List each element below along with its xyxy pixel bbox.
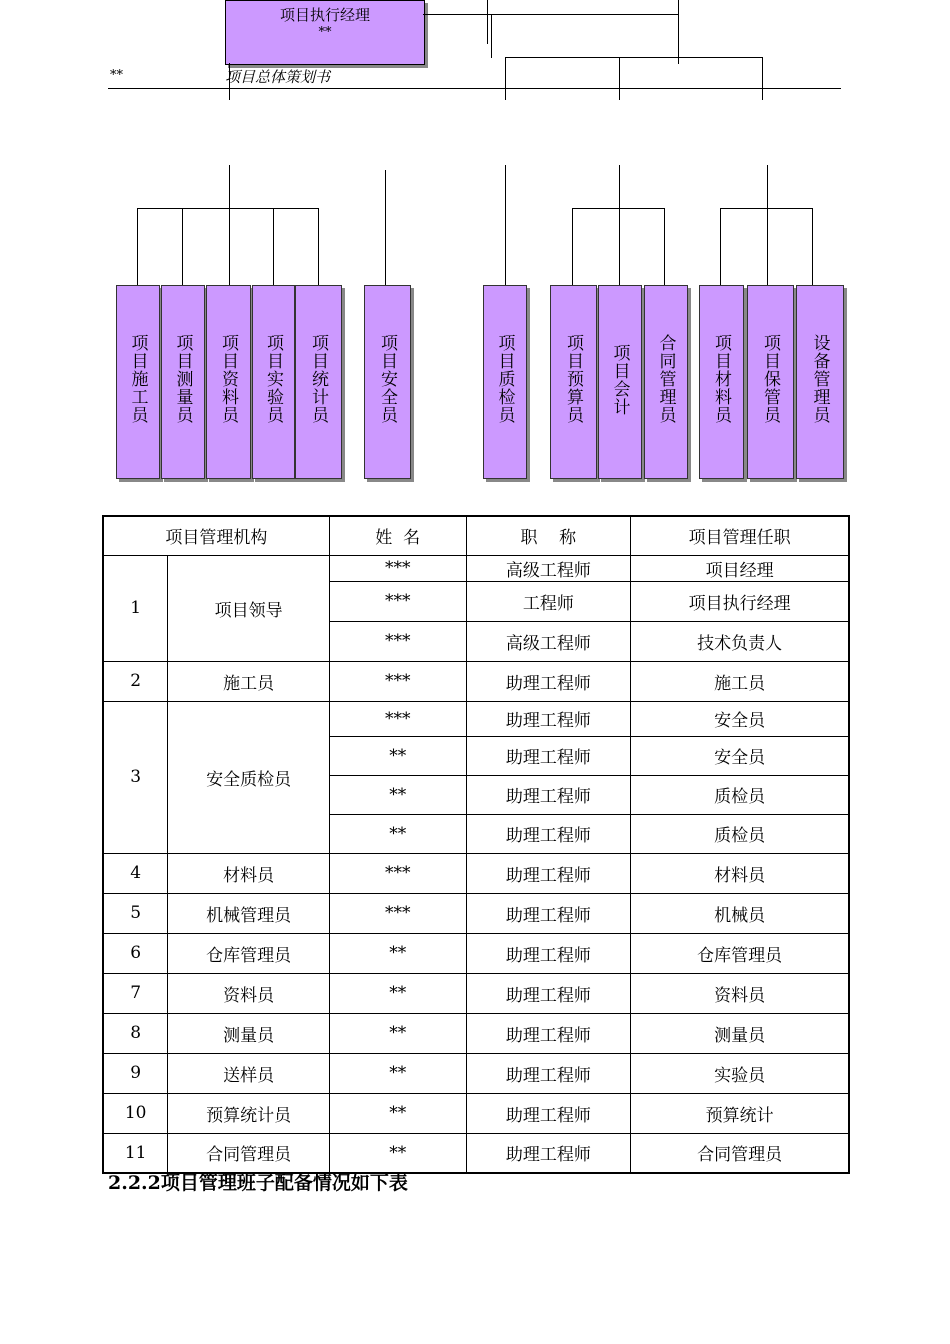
row-number: 10 bbox=[103, 1093, 168, 1133]
connector bbox=[229, 208, 230, 285]
staff-name: ** bbox=[329, 1013, 466, 1053]
org-box-label: 项目质检员 bbox=[494, 334, 515, 424]
professional-title: 工程师 bbox=[466, 581, 631, 621]
row-number: 2 bbox=[103, 661, 168, 701]
staff-name: ** bbox=[329, 933, 466, 973]
professional-title: 助理工程师 bbox=[466, 1013, 631, 1053]
header-left-text: ** bbox=[110, 68, 123, 83]
table-row bbox=[103, 893, 849, 933]
org-box-budget bbox=[550, 285, 597, 479]
table-row bbox=[103, 555, 849, 581]
project-role: 材料员 bbox=[631, 853, 849, 893]
header-doc-title: 项目总体策划书 bbox=[225, 68, 331, 86]
org-box-label: 合同管理员 bbox=[655, 334, 676, 424]
table-row bbox=[103, 973, 849, 1013]
connector bbox=[767, 208, 768, 285]
connector bbox=[505, 57, 506, 100]
project-role: 质检员 bbox=[631, 775, 849, 814]
professional-title: 助理工程师 bbox=[466, 736, 631, 775]
staff-name: *** bbox=[329, 661, 466, 701]
header-rule bbox=[108, 88, 841, 89]
connector bbox=[664, 208, 665, 285]
project-role: 技术负责人 bbox=[631, 621, 849, 661]
professional-title: 高级工程师 bbox=[466, 555, 631, 581]
org-box-testing bbox=[252, 285, 295, 479]
org-box-storekeeper bbox=[747, 285, 794, 479]
connector bbox=[767, 165, 768, 208]
connector bbox=[619, 57, 620, 100]
org-unit: 仓库管理员 bbox=[168, 933, 330, 973]
row-number: 9 bbox=[103, 1053, 168, 1093]
org-box-label: 项目资料员 bbox=[218, 334, 238, 424]
row-number: 11 bbox=[103, 1133, 168, 1173]
staff-name: *** bbox=[329, 581, 466, 621]
professional-title: 助理工程师 bbox=[466, 775, 631, 814]
professional-title: 助理工程师 bbox=[466, 933, 631, 973]
connector bbox=[720, 208, 812, 209]
project-role: 项目执行经理 bbox=[631, 581, 849, 621]
professional-title: 助理工程师 bbox=[466, 1133, 631, 1173]
org-box-materials bbox=[699, 285, 744, 479]
row-number: 4 bbox=[103, 853, 168, 893]
org-box-contract bbox=[644, 285, 688, 479]
row-number: 8 bbox=[103, 1013, 168, 1053]
connector bbox=[762, 57, 763, 100]
professional-title: 助理工程师 bbox=[466, 1093, 631, 1133]
staffing-table bbox=[102, 515, 850, 1174]
connector bbox=[491, 14, 492, 58]
staff-name: ** bbox=[329, 1093, 466, 1133]
org-box-label: 项目测量员 bbox=[172, 334, 193, 424]
org-box-label: 项目统计员 bbox=[308, 334, 328, 424]
table-header-row bbox=[103, 516, 849, 555]
staff-name: *** bbox=[329, 555, 466, 581]
org-unit: 安全质检员 bbox=[168, 701, 330, 853]
table-row bbox=[103, 933, 849, 973]
org-unit: 资料员 bbox=[168, 973, 330, 1013]
connector bbox=[318, 208, 319, 285]
row-number: 6 bbox=[103, 933, 168, 973]
project-role: 安全员 bbox=[631, 701, 849, 736]
row-number: 5 bbox=[103, 893, 168, 933]
staff-name: ** bbox=[329, 736, 466, 775]
professional-title: 助理工程师 bbox=[466, 1053, 631, 1093]
project-role: 合同管理员 bbox=[631, 1133, 849, 1173]
connector bbox=[720, 208, 721, 285]
org-box-documents bbox=[206, 285, 251, 479]
connector bbox=[572, 208, 664, 209]
org-unit: 材料员 bbox=[168, 853, 330, 893]
professional-title: 助理工程师 bbox=[466, 893, 631, 933]
staff-name: ** bbox=[329, 1133, 466, 1173]
org-box-executive-manager bbox=[225, 0, 425, 65]
org-box-equipment bbox=[796, 285, 844, 479]
org-box-construction bbox=[116, 285, 160, 479]
org-box-label: 项目安全员 bbox=[377, 334, 397, 424]
row-number: 3 bbox=[103, 701, 168, 853]
project-role: 仓库管理员 bbox=[631, 933, 849, 973]
connector bbox=[505, 57, 763, 58]
staff-name: *** bbox=[329, 701, 466, 736]
professional-title: 助理工程师 bbox=[466, 701, 631, 736]
org-box-title: 项目执行经理 bbox=[279, 6, 370, 24]
table-row bbox=[103, 1093, 849, 1133]
staff-name: ** bbox=[329, 775, 466, 814]
staff-name: *** bbox=[329, 853, 466, 893]
staff-name: ** bbox=[329, 1053, 466, 1093]
org-unit: 预算统计员 bbox=[168, 1093, 330, 1133]
header-cell: 姓 名 bbox=[329, 516, 466, 555]
table-row bbox=[103, 1013, 849, 1053]
connector bbox=[678, 0, 679, 64]
project-role: 项目经理 bbox=[631, 555, 849, 581]
project-role: 安全员 bbox=[631, 736, 849, 775]
section-heading: 2.2.2项目管理班子配备情况如下表 bbox=[108, 1172, 408, 1194]
connector bbox=[487, 0, 488, 44]
connector bbox=[619, 208, 620, 285]
project-role: 机械员 bbox=[631, 893, 849, 933]
connector bbox=[229, 165, 230, 208]
staff-name: *** bbox=[329, 893, 466, 933]
project-role: 资料员 bbox=[631, 973, 849, 1013]
org-box-name: ** bbox=[318, 25, 332, 40]
project-role: 预算统计 bbox=[631, 1093, 849, 1133]
connector bbox=[619, 165, 620, 208]
connector bbox=[505, 165, 506, 285]
header-cell: 项目管理机构 bbox=[103, 516, 329, 555]
org-box-statistics bbox=[295, 285, 342, 479]
project-role: 质检员 bbox=[631, 814, 849, 853]
org-box-label: 项目会计 bbox=[609, 344, 630, 416]
table-row bbox=[103, 701, 849, 736]
org-unit: 合同管理员 bbox=[168, 1133, 330, 1173]
professional-title: 高级工程师 bbox=[466, 621, 631, 661]
header-cell: 项目管理任职 bbox=[631, 516, 849, 555]
org-unit: 送样员 bbox=[168, 1053, 330, 1093]
org-box-accounting bbox=[598, 285, 642, 479]
connector bbox=[385, 170, 386, 285]
org-unit: 测量员 bbox=[168, 1013, 330, 1053]
table-row bbox=[103, 1133, 849, 1173]
row-number: 1 bbox=[103, 555, 168, 661]
professional-title: 助理工程师 bbox=[466, 853, 631, 893]
table-row bbox=[103, 853, 849, 893]
org-box-label: 项目材料员 bbox=[711, 334, 731, 424]
table-row bbox=[103, 661, 849, 701]
org-unit: 项目领导 bbox=[168, 555, 330, 661]
header-cell: 职 称 bbox=[466, 516, 631, 555]
professional-title: 助理工程师 bbox=[466, 661, 631, 701]
connector bbox=[423, 14, 678, 15]
project-role: 实验员 bbox=[631, 1053, 849, 1093]
staff-name: *** bbox=[329, 621, 466, 661]
org-unit: 施工员 bbox=[168, 661, 330, 701]
org-box-survey bbox=[161, 285, 205, 479]
project-role: 测量员 bbox=[631, 1013, 849, 1053]
connector bbox=[273, 208, 274, 285]
org-box-safety bbox=[364, 285, 411, 479]
professional-title: 助理工程师 bbox=[466, 973, 631, 1013]
connector bbox=[137, 208, 138, 285]
connector bbox=[812, 208, 813, 285]
connector bbox=[182, 208, 183, 285]
staff-name: ** bbox=[329, 814, 466, 853]
org-box-label: 项目施工员 bbox=[127, 334, 148, 424]
row-number: 7 bbox=[103, 973, 168, 1013]
connector bbox=[572, 208, 573, 285]
professional-title: 助理工程师 bbox=[466, 814, 631, 853]
project-role: 施工员 bbox=[631, 661, 849, 701]
staff-name: ** bbox=[329, 973, 466, 1013]
org-box-label: 项目保管员 bbox=[760, 334, 780, 424]
org-box-label: 项目预算员 bbox=[563, 334, 583, 424]
org-box-label: 设备管理员 bbox=[809, 334, 830, 424]
table-row bbox=[103, 1053, 849, 1093]
org-box-quality bbox=[483, 285, 527, 479]
org-unit: 机械管理员 bbox=[168, 893, 330, 933]
org-box-label: 项目实验员 bbox=[263, 334, 283, 424]
connector bbox=[137, 208, 319, 209]
